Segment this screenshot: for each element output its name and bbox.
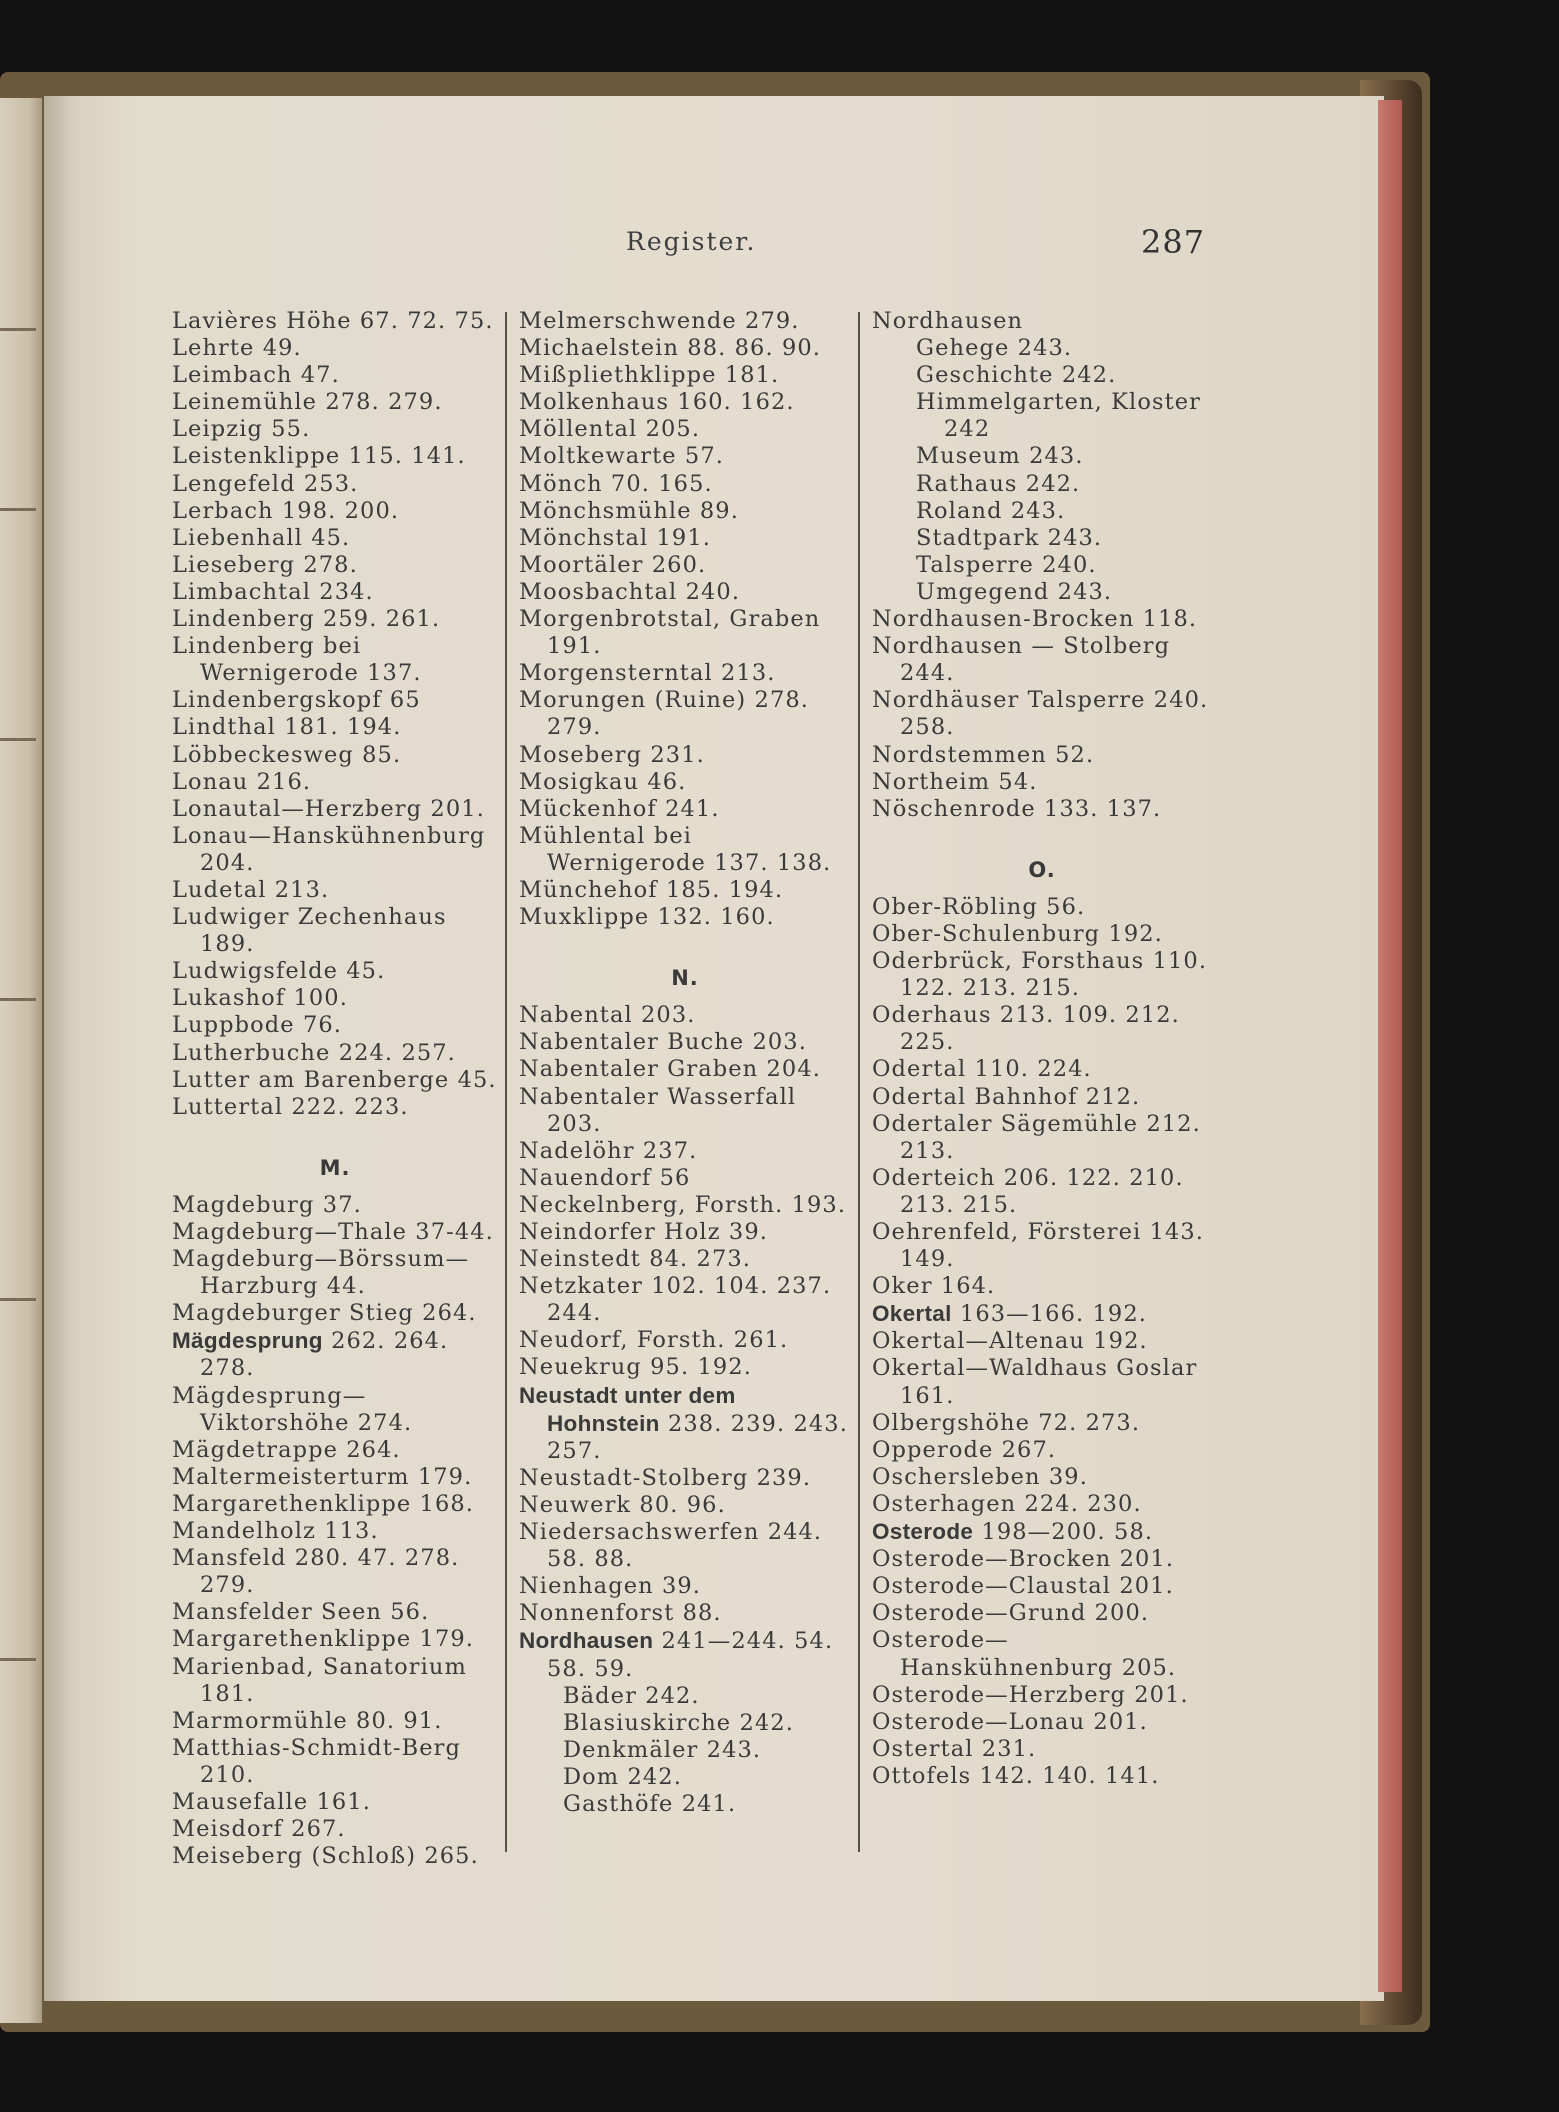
index-entry: Nöschenrode 133. 137. [872, 795, 1162, 822]
index-entry: Lonau 216. [172, 768, 312, 795]
index-entry: Lutherbuche 224. 257. [172, 1039, 456, 1066]
index-entry: Mühlental bei Wernigerode 137. 138. [519, 822, 832, 876]
index-entry: Osterhagen 224. 230. [872, 1490, 1142, 1517]
index-entry: Osterode—Hanskühnenburg 205. [872, 1627, 1177, 1681]
index-entry: Meiseberg (Schloß) 265. [172, 1843, 479, 1870]
index-entry: Moortäler 260. [519, 551, 707, 578]
index-subentry: Blasiuskirche 242. [563, 1709, 794, 1736]
index-entry: Nabentaler Graben 204. [519, 1056, 821, 1083]
index-entry: Oschersleben 39. [872, 1463, 1088, 1490]
page-refs: 198—200. 58. [973, 1519, 1154, 1546]
index-entry: Michaelstein 88. 86. 90. [519, 335, 822, 362]
index-subentry: Rathaus 242. [916, 470, 1081, 497]
index-entry: Neinstedt 84. 273. [519, 1246, 752, 1273]
index-subentry: Himmelgarten, Kloster 242 [916, 389, 1202, 443]
page-refs: 163—166. 192. [951, 1301, 1148, 1328]
index-entry: Odertal Bahnhof 212. [872, 1083, 1141, 1110]
index-entry: Nauendorf 56 [519, 1164, 691, 1191]
index-entry: Neindorfer Holz 39. [519, 1219, 768, 1245]
index-entry: Ober-Schulenburg 192. [872, 920, 1163, 947]
index-entry: Okertal—Waldhaus Goslar 161. [872, 1355, 1198, 1409]
index-entry: Marienbad, Sanatorium 181. [172, 1653, 467, 1707]
index-entry: Mandelholz 113. [172, 1518, 379, 1545]
index-entry: Lutter am Barenberge 45. [172, 1066, 497, 1093]
bold-term: Neustadt unter dem Hohnstein [519, 1382, 736, 1436]
index-entry: Lukashof 100. [172, 985, 348, 1012]
index-entry: Netzkater 102. 104. 237. 244. [519, 1273, 832, 1327]
index-entry: Lindenberg bei Wernigerode 137. [172, 633, 422, 687]
index-entry: Lindthal 181. 194. [172, 714, 402, 741]
index-entry: Lonautal—Herzberg 201. [172, 795, 485, 822]
index-entry: Molkenhaus 160. 162. [519, 389, 795, 416]
index-entry: Lavières Höhe 67. 72. 75. [172, 308, 494, 334]
index-entry [872, 1300, 1212, 1328]
page-refs: 262. 264. 278. [200, 1328, 449, 1382]
index-entry: Lieseberg 278. [172, 551, 358, 578]
index-entry: Nordhäuser Talsperre 240. 258. [872, 687, 1209, 741]
index-entry: Lehrte 49. [172, 335, 302, 362]
index-entry: Nabentaler Buche 203. [519, 1029, 807, 1056]
index-entry: Leipzig 55. [172, 416, 311, 443]
page-refs: 238. 239. 243. 257. [547, 1410, 848, 1464]
index-entry: Magdeburg—Börssum—Harzburg 44. [172, 1246, 470, 1300]
index-entry: Liebenhall 45. [172, 524, 351, 551]
index-subentry: Gehege 243. [916, 335, 1073, 362]
index-entry: Leimbach 47. [172, 362, 340, 389]
index-entry: Morungen (Ruine) 278. 279. [519, 687, 810, 741]
index-entry: Margarethenklippe 179. [172, 1626, 475, 1653]
column-rule [858, 312, 860, 1852]
index-entry: Marmormühle 80. 91. [172, 1707, 443, 1734]
index-subentry: Talsperre 240. [916, 551, 1097, 578]
section-letter: N. [671, 966, 699, 991]
index-entry: Muxklippe 132. 160. [519, 904, 775, 931]
index-entry: Neuwerk 80. 96. [519, 1491, 726, 1518]
index-entry: Nabentaler Wasserfall 203. [519, 1083, 797, 1137]
bold-term: Okertal [872, 1301, 952, 1327]
index-entry: Osterode—Brocken 201. [872, 1546, 1175, 1573]
index-entry: Northeim 54. [872, 768, 1038, 795]
index-entry: Okertal—Altenau 192. [872, 1328, 1148, 1355]
bold-term: Nordhausen [519, 1628, 654, 1654]
index-entry: Ludwigsfelde 45. [172, 958, 386, 985]
index-entry: Neuekrug 95. 192. [519, 1354, 752, 1381]
index-subentry: Stadtpark 243. [916, 524, 1103, 551]
index-entry: Mägdetrappe 264. [172, 1436, 401, 1463]
page-number: 287 [1141, 223, 1206, 261]
index-entry: Leistenklippe 115. 141. [172, 443, 466, 470]
column-rule [505, 312, 507, 1852]
index-entry: Mißpliethklippe 181. [519, 362, 780, 389]
index-entry: Luppbode 76. [172, 1012, 343, 1039]
index-entry: Lindenbergskopf 65 [172, 687, 421, 714]
index-entry: Münchehof 185. 194. [519, 876, 784, 903]
index-entry: Oderbrück, Forsthaus 110. 122. 213. 215. [872, 948, 1208, 1002]
index-entry: Moltkewarte 57. [519, 443, 724, 470]
page-edge [1378, 100, 1402, 1992]
index-subentry: Geschichte 242. [916, 362, 1117, 389]
index-entry: Möllental 205. [519, 416, 701, 443]
index-entry: Magdeburg—Thale 37-44. [172, 1219, 494, 1245]
index-entry: Niedersachswerfen 244. 58. 88. [519, 1519, 823, 1573]
index-entry: Oker 164. [872, 1273, 996, 1300]
section-letter: O. [1028, 857, 1056, 882]
page-refs: 241—244. 54. 58. 59. [547, 1628, 834, 1682]
index-entry: Ostertal 231. [872, 1735, 1037, 1762]
index-entry: Neckelnberg, Forsth. 193. [519, 1191, 847, 1218]
index-entry: Nienhagen 39. [519, 1573, 702, 1600]
index-entry: Mansfelder Seen 56. [172, 1599, 430, 1626]
index-entry: Mückenhof 241. [519, 795, 720, 822]
index-entry: Maltermeisterturm 179. [172, 1463, 473, 1490]
index-entry: Oderhaus 213. 109. 212. 225. [872, 1002, 1180, 1056]
index-entry: Nordhausen [872, 308, 1024, 334]
index-entry: Oderteich 206. 122. 210. 213. 215. [872, 1164, 1184, 1218]
index-entry: Osterode—Lonau 201. [872, 1708, 1148, 1735]
index-entry: Matthias-Schmidt-Berg 210. [172, 1734, 461, 1788]
index-entry: Opperode 267. [872, 1436, 1057, 1463]
index-entry: Lengefeld 253. [172, 470, 359, 497]
index-entry: Lerbach 198. 200. [172, 497, 400, 524]
index-entry: Ottofels 142. 140. 141. [872, 1762, 1160, 1789]
index-subentry: Museum 243. [916, 443, 1084, 470]
index-entry: Mägdesprung—Viktorshöhe 274. [172, 1382, 413, 1436]
index-entry: Osterode—Herzberg 201. [872, 1681, 1189, 1708]
index-entry: Moosbachtal 240. [519, 578, 741, 605]
index-column-1 [172, 308, 498, 1870]
index-entry [872, 1518, 1212, 1546]
index-subentry: Roland 243. [916, 497, 1066, 524]
index-entry: Nonnenforst 88. [519, 1600, 722, 1627]
index-entry: Mosigkau 46. [519, 768, 687, 795]
index-subentry: Umgegend 243. [916, 578, 1113, 605]
index-entry: Mausefalle 161. [172, 1788, 372, 1815]
index-entry: Oehrenfeld, Försterei 143. 149. [872, 1219, 1205, 1273]
index-subentry: Dom 242. [563, 1763, 682, 1790]
index-column-3 [872, 308, 1212, 1790]
index-entry: Nordhausen-Brocken 118. [872, 606, 1198, 633]
index-entry: Nordhausen — Stolberg 244. [872, 633, 1171, 687]
index-entry: Magdeburg 37. [172, 1191, 362, 1218]
index-entry [172, 1327, 498, 1382]
index-entry: Magdeburger Stieg 264. [172, 1300, 477, 1327]
index-subentry: Gasthöfe 241. [563, 1790, 737, 1817]
index-entry: Mönchstal 191. [519, 524, 712, 551]
index-subentry: Bäder 242. [563, 1682, 700, 1709]
index-entry [519, 1382, 851, 1465]
running-head: Register. [626, 227, 757, 256]
index-entry: Odertaler Sägemühle 212. 213. [872, 1110, 1201, 1164]
facing-page-edge [0, 98, 42, 2023]
index-entry [519, 1627, 851, 1682]
index-entry: Ober-Röbling 56. [872, 893, 1086, 920]
index-entry: Ludwiger Zechenhaus 189. [172, 904, 447, 958]
index-entry: Moseberg 231. [519, 741, 705, 768]
index-entry: Morgensterntal 213. [519, 660, 776, 687]
index-entry: Neudorf, Forsth. 261. [519, 1327, 789, 1354]
index-entry: Odertal 110. 224. [872, 1056, 1092, 1083]
section-letter: M. [319, 1155, 351, 1180]
index-entry: Ludetal 213. [172, 876, 330, 903]
index-entry: Nordstemmen 52. [872, 741, 1095, 768]
index-entry: Mönch 70. 165. [519, 470, 713, 497]
index-entry: Mönchsmühle 89. [519, 497, 739, 524]
index-entry: Morgenbrotstal, Graben 191. [519, 606, 821, 660]
index-entry: Neustadt-Stolberg 239. [519, 1464, 812, 1491]
index-entry: Mansfeld 280. 47. 278. 279. [172, 1545, 460, 1599]
index-entry: Meisdorf 267. [172, 1816, 346, 1843]
index-subentry: Denkmäler 243. [563, 1736, 762, 1763]
bold-term: Osterode [872, 1519, 974, 1545]
index-entry: Luttertal 222. 223. [172, 1093, 409, 1120]
index-entry: Melmerschwende 279. [519, 308, 800, 334]
index-entry: Olbergshöhe 72. 273. [872, 1409, 1141, 1436]
index-entry: Limbachtal 234. [172, 578, 374, 605]
bold-term: Mägdesprung [172, 1328, 323, 1354]
index-entry: Lindenberg 259. 261. [172, 606, 441, 633]
index-entry: Löbbeckesweg 85. [172, 741, 402, 768]
index-column-2 [519, 308, 851, 1818]
index-entry: Osterode—Grund 200. [872, 1600, 1150, 1627]
index-entry: Osterode—Claustal 201. [872, 1573, 1174, 1600]
index-entry: Leinemühle 278. 279. [172, 389, 443, 416]
index-entry: Margarethenklippe 168. [172, 1490, 475, 1517]
index-entry: Nadelöhr 237. [519, 1137, 698, 1164]
index-entry: Nabental 203. [519, 1002, 696, 1029]
index-entry: Lonau—Hanskühnenburg 204. [172, 822, 486, 876]
